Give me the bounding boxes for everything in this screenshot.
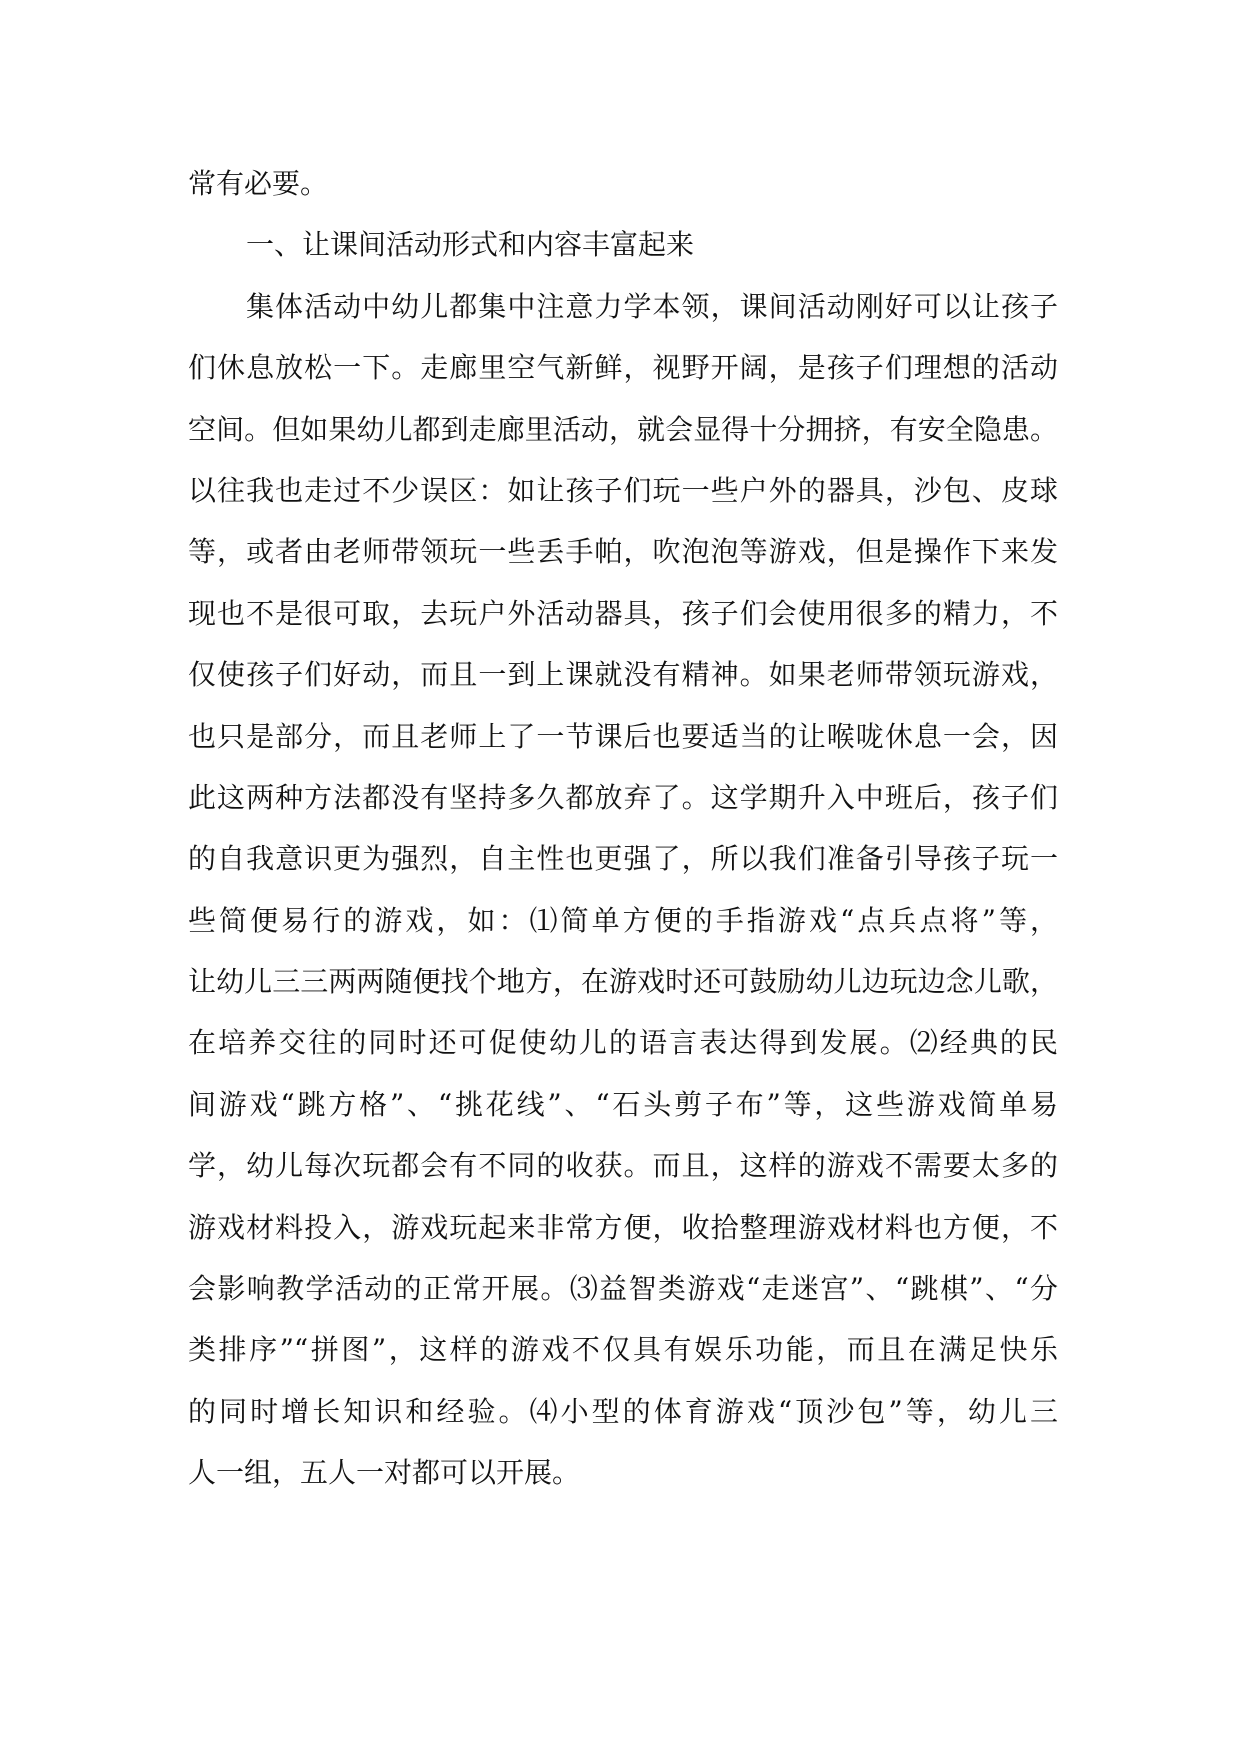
paragraph-line: 仅使孩子们好动，而且一到上课就没有精神。如果老师带领玩游戏，: [188, 658, 1058, 692]
paragraph-line: 间游戏“跳方格”、“挑花线”、“石头剪子布”等，这些游戏简单易: [188, 1087, 1058, 1121]
paragraph-line: 集体活动中幼儿都集中注意力学本领，课间活动刚好可以让孩子: [246, 289, 1058, 323]
paragraph-line: 等，或者由老师带领玩一些丢手帕，吹泡泡等游戏，但是操作下来发: [188, 535, 1058, 569]
paragraph-line: 的自我意识更为强烈，自主性也更强了，所以我们准备引导孩子玩一: [188, 842, 1058, 876]
paragraph-line: 会影响教学活动的正常开展。⑶益智类游戏“走迷宫”、“跳棋”、“分: [188, 1272, 1058, 1306]
paragraph-line: 现也不是很可取，去玩户外活动器具，孩子们会使用很多的精力，不: [188, 596, 1058, 630]
paragraph-line: 游戏材料投入，游戏玩起来非常方便，收拾整理游戏材料也方便，不: [188, 1210, 1058, 1244]
paragraph-line: 常有必要。: [188, 167, 329, 200]
paragraph-line: 在培养交往的同时还可促使幼儿的语言表达得到发展。⑵经典的民: [188, 1026, 1058, 1060]
body-text: [188, 153, 1058, 1504]
paragraph-line: 些简便易行的游戏，如：⑴简单方便的手指游戏“点兵点将”等，: [188, 903, 1058, 937]
paragraph-line: 类排序”“拼图”，这样的游戏不仅具有娱乐功能，而且在满足快乐: [188, 1333, 1058, 1367]
paragraph-line: 们休息放松一下。走廊里空气新鲜，视野开阔，是孩子们理想的活动: [188, 351, 1058, 385]
paragraph-line: 让幼儿三三两两随便找个地方，在游戏时还可鼓励幼儿边玩边念儿歌，: [188, 965, 1058, 999]
paragraph-line: 人一组，五人一对都可以开展。: [188, 1456, 581, 1490]
paragraph-line: 学，幼儿每次玩都会有不同的收获。而且，这样的游戏不需要太多的: [188, 1149, 1058, 1183]
section-heading: 一、让课间活动形式和内容丰富起来: [246, 228, 695, 262]
paragraph-line: 空间。但如果幼儿都到走廊里活动，就会显得十分拥挤，有安全隐患。: [188, 412, 1058, 446]
paragraph-line: 也只是部分，而且老师上了一节课后也要适当的让喉咙休息一会，因: [188, 719, 1058, 753]
paragraph-line: 的同时增长知识和经验。⑷小型的体育游戏“顶沙包”等，幼儿三: [188, 1394, 1058, 1428]
paragraph-line: 以往我也走过不少误区：如让孩子们玩一些户外的器具，沙包、皮球: [188, 473, 1058, 507]
paragraph-line: 此这两种方法都没有坚持多久都放弃了。这学期升入中班后，孩子们: [188, 780, 1058, 814]
